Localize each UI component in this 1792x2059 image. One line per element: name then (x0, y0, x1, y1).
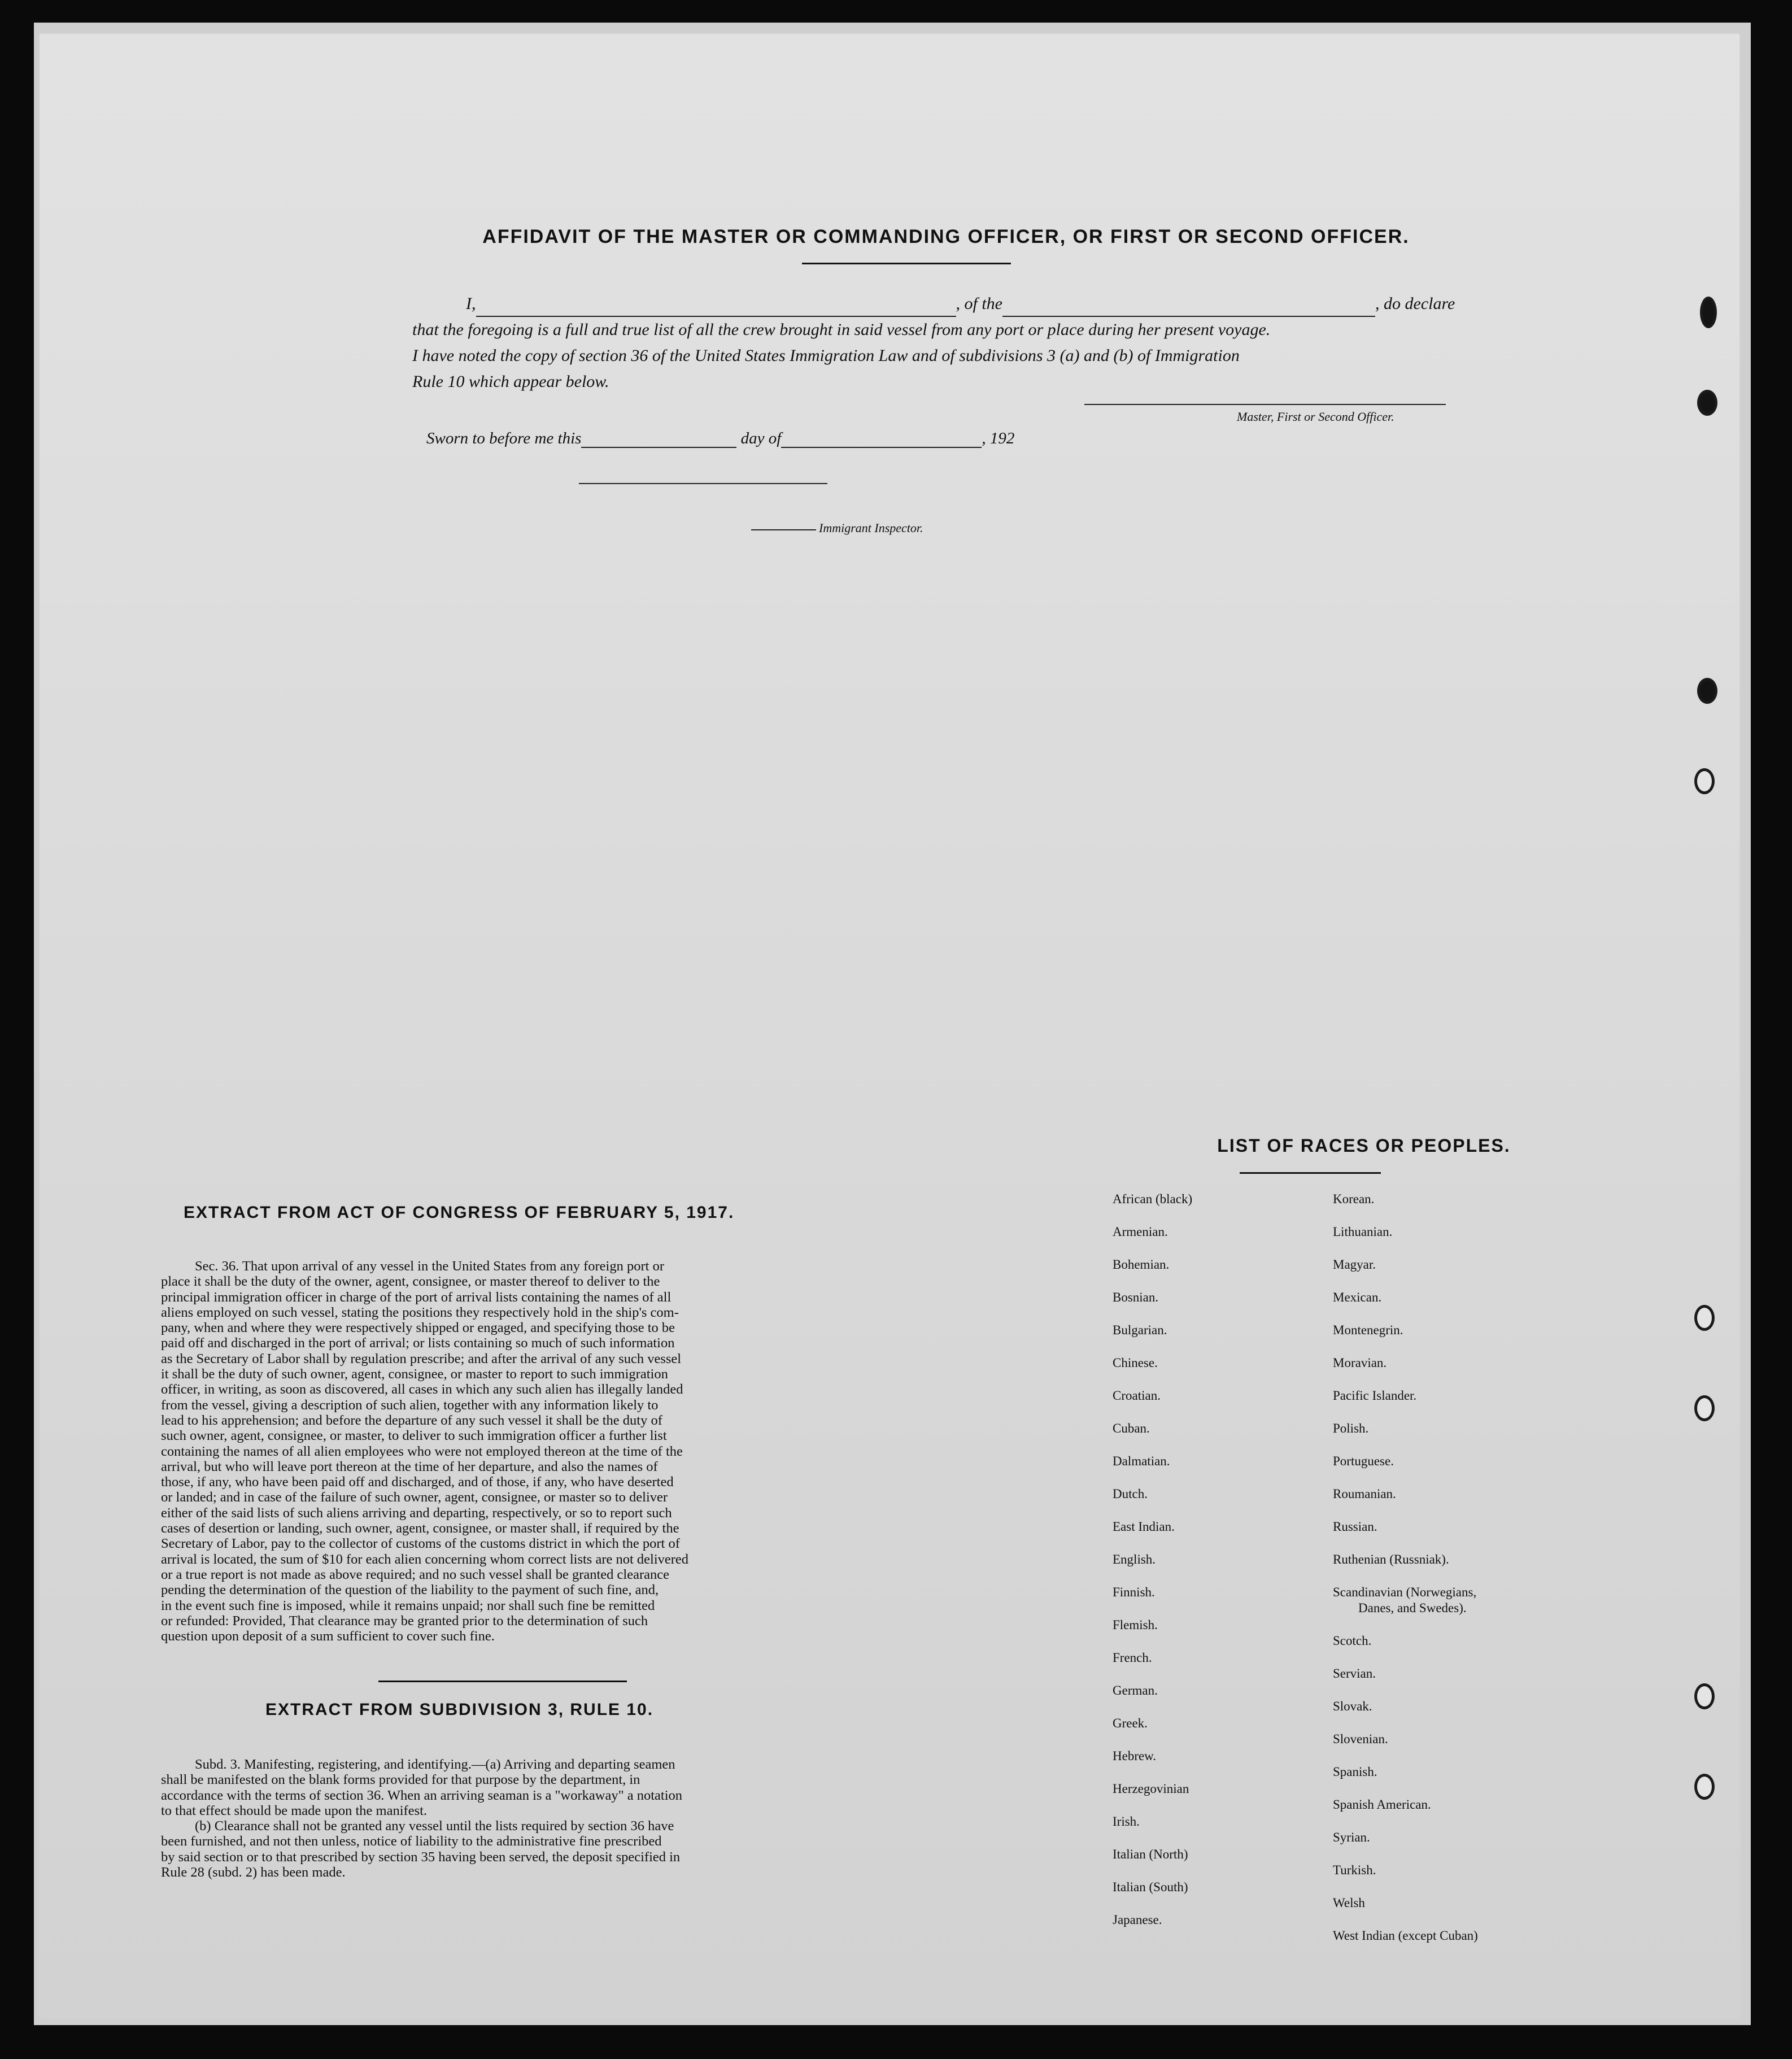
race-item: Hebrew. (1113, 1749, 1157, 1763)
race-item: Pacific Islander. (1333, 1388, 1417, 1403)
race-item: Croatian. (1113, 1388, 1161, 1403)
races-title: LIST OF RACES OR PEOPLES. (1217, 1135, 1511, 1156)
binder-hole (1694, 1683, 1715, 1709)
extract-act-text (161, 1259, 847, 1644)
extract-rule-line: by said section or to that prescribed by section 35 having been served, the deposit specified in (161, 1849, 681, 1865)
extract-act-line: aliens employed on such vessel, stating the positions they respectively hold in the ship's com- (161, 1304, 679, 1320)
extract-rule-line: to that effect should be made upon the manifest. (161, 1803, 428, 1818)
race-item: Scandinavian (Norwegians, (1333, 1585, 1477, 1599)
inspector-label: Immigrant Inspector. (819, 521, 923, 535)
race-item: Russian. (1333, 1520, 1377, 1534)
race-item: Montenegrin. (1333, 1323, 1403, 1337)
master-signature-field[interactable] (1084, 404, 1446, 405)
master-signature-label: Master, First or Second Officer. (1237, 410, 1394, 424)
extract-act-line: or landed; and in case of the failure of such owner, agent, consignee, or master so to deliver (161, 1490, 668, 1505)
race-item: Bulgarian. (1113, 1323, 1167, 1337)
extract-act-line: as the Secretary of Labor shall by regulation prescribe; and after the arrival of any such vessel (161, 1351, 682, 1366)
extract-act-line: arrival is located, the sum of $10 for each alien concerning whom correct lists are not delivered (161, 1551, 689, 1567)
extract-act-line: containing the names of all alien employees who were not employed thereon at the time of the (161, 1443, 683, 1459)
race-item: Spanish. (1333, 1765, 1377, 1779)
extract-act-line: Sec. 36. That upon arrival of any vessel in the United States from any foreign port or (195, 1259, 664, 1274)
extract-act-title: EXTRACT FROM ACT OF CONGRESS OF FEBRUARY 5, 1917. (184, 1203, 735, 1222)
race-item: Bosnian. (1113, 1290, 1159, 1304)
race-item: Slovak. (1333, 1699, 1372, 1713)
extract-act-line: those, if any, who have been paid off and discharged, and of those, if any, who have deserted (161, 1474, 674, 1490)
race-item: Portuguese. (1333, 1454, 1394, 1468)
extract-act-line: or refunded: Provided, That clearance may be granted prior to the determination of such (161, 1613, 648, 1629)
race-item: Welsh (1333, 1896, 1365, 1910)
race-item: Danes, and Swedes). (1358, 1601, 1467, 1615)
race-item: French. (1113, 1651, 1152, 1665)
binder-hole (1694, 1774, 1715, 1800)
race-item: West Indian (except Cuban) (1333, 1929, 1478, 1943)
affidavit-vessel-label: , of the (956, 294, 1002, 313)
race-item: Dutch. (1113, 1487, 1148, 1501)
race-item: Cuban. (1113, 1421, 1150, 1435)
race-item: Irish. (1113, 1814, 1140, 1829)
extract-act-line: place it shall be the duty of the owner, agent, consignee, or master thereof to deliver to the (161, 1274, 660, 1290)
binder-hole (1697, 390, 1717, 416)
extract-rule-line: been furnished, and not then unless, notice of liability to the administrative fine prescribed (161, 1834, 662, 1849)
race-item: Herzegovinian (1113, 1782, 1189, 1796)
sworn-label: Sworn to before me this (426, 429, 582, 447)
extract-act-line: officer, in writing, as soon as discovered, all cases in which any such alien has illegally landed (161, 1382, 683, 1398)
race-item: African (black) (1113, 1192, 1193, 1206)
affidavit-line-2: that the foregoing is a full and true list of all the crew brought in said vessel from any port or place during her present voyage. (412, 320, 1271, 339)
race-item: English. (1113, 1552, 1156, 1566)
race-item: Mexican. (1333, 1290, 1382, 1304)
race-item: German. (1113, 1683, 1158, 1697)
race-item: Lithuanian. (1333, 1225, 1393, 1239)
extract-rule-text (161, 1757, 847, 1880)
affidavit-line-3: I have noted the copy of section 36 of the United States Immigration Law and of subdivisions 3 (a) and (b) of Immigration (412, 346, 1240, 365)
extract-act-line: in the event such fine is imposed, while it remains unpaid; nor shall such fine be remitted (161, 1597, 655, 1613)
race-item: Scotch. (1333, 1634, 1372, 1648)
race-item: Armenian. (1113, 1225, 1168, 1239)
race-item: Roumanian. (1333, 1487, 1396, 1501)
extract-act-line: pany, when and where they were respectively shipped or engaged, and specifying those to be (161, 1320, 675, 1336)
extract-rule-line: (b) Clearance shall not be granted any vessel until the lists required by section 36 have (195, 1818, 674, 1834)
extract-rule-line: accordance with the terms of section 36. When an arriving seaman is a "workaway" a notation (161, 1787, 683, 1803)
race-item: Flemish. (1113, 1618, 1158, 1632)
binder-hole (1700, 297, 1717, 328)
extract-act-line: paid off and discharged in the port of arrival; or lists containing so much of such information (161, 1335, 675, 1351)
race-item: Ruthenian (Russniak). (1333, 1552, 1449, 1566)
race-item: Finnish. (1113, 1585, 1155, 1599)
race-item: Dalmatian. (1113, 1454, 1170, 1468)
race-item: Italian (North) (1113, 1847, 1188, 1861)
inspector-signature-field[interactable] (579, 483, 827, 484)
binder-hole (1697, 678, 1717, 704)
extract-act-line: it shall be the duty of such owner, agent, consignee, or master to report to such immigration (161, 1366, 668, 1382)
affidavit-line-4: Rule 10 which appear below. (412, 372, 609, 391)
binder-hole (1694, 1305, 1715, 1331)
race-item: Korean. (1333, 1192, 1375, 1206)
sworn-year-label: , 192 (982, 429, 1015, 447)
sworn-month-field[interactable] (781, 447, 982, 448)
race-item: Greek. (1113, 1716, 1148, 1730)
race-item: East Indian. (1113, 1520, 1175, 1534)
extract-act-line: arrival, but who will leave port thereon at the time of her departure, and also the names of (161, 1459, 658, 1474)
race-item: Servian. (1333, 1666, 1376, 1681)
race-item: Japanese. (1113, 1913, 1162, 1927)
affidavit-body (412, 291, 1474, 395)
manifest-page (40, 34, 1739, 2017)
affidavit-title: AFFIDAVIT OF THE MASTER OR COMMANDING OFFICER, OR FIRST OR SECOND OFFICER. (482, 226, 1410, 247)
extract-act-line: either of the said lists of such aliens arriving and departing, respectively, or so to report such (161, 1505, 672, 1521)
binder-hole (1694, 1395, 1715, 1421)
race-item: Turkish. (1333, 1863, 1376, 1877)
extract-act-line: cases of desertion or landing, such owner, agent, consignee, or master shall, if required by the (161, 1521, 679, 1536)
race-item: Chinese. (1113, 1356, 1158, 1370)
extract-act-line: question upon deposit of a sum sufficient to cover such fine. (161, 1629, 495, 1644)
race-item: Slovenian. (1333, 1732, 1388, 1746)
race-item: Italian (South) (1113, 1880, 1188, 1894)
races-title-rule (1240, 1172, 1381, 1174)
extract-rule-title: EXTRACT FROM SUBDIVISION 3, RULE 10. (265, 1700, 654, 1719)
extract-act-line: lead to his apprehension; and before the departure of any such vessel it shall be the duty of (161, 1412, 662, 1428)
extract-divider (378, 1681, 627, 1682)
extract-act-line: such owner, agent, consignee, or master, to deliver to such immigration officer a further list (161, 1428, 667, 1444)
race-item: Polish. (1333, 1421, 1369, 1435)
affidavit-title-rule (802, 263, 1011, 264)
extract-act-line: principal immigration officer in charge of the port of arrival lists containing the names of all (161, 1289, 672, 1305)
sworn-day-field[interactable] (581, 447, 736, 448)
extract-rule-line: Subd. 3. Manifesting, registering, and identifying.—(a) Arriving and departing seamen (195, 1757, 675, 1772)
binder-hole (1694, 768, 1715, 794)
extract-act-line: from the vessel, giving a description of such alien, together with any information likely to (161, 1397, 659, 1413)
extract-act-line: pending the determination of the question of the liability to the payment of such fine, and, (161, 1582, 659, 1598)
race-item: Magyar. (1333, 1257, 1376, 1272)
race-item: Spanish American. (1333, 1797, 1431, 1812)
race-item: Moravian. (1333, 1356, 1387, 1370)
race-item: Syrian. (1333, 1830, 1370, 1844)
extract-rule-line: shall be manifested on the blank forms provided for that purpose by the department, in (161, 1772, 640, 1788)
affidavit-declare-label: , do declare (1375, 294, 1455, 313)
sworn-line (426, 429, 1014, 448)
extract-act-line: or a true report is not made as above required; and no such vessel shall be granted clearance (161, 1566, 670, 1582)
affidavit-declarant-label: I, (466, 294, 476, 313)
race-item: Bohemian. (1113, 1257, 1170, 1272)
extract-rule-line: Rule 28 (subd. 2) has been made. (161, 1865, 346, 1880)
inspector-dash (751, 529, 816, 530)
extract-act-line: Secretary of Labor, pay to the collector of customs of the customs district in which the port of (161, 1536, 680, 1552)
sworn-month-label: day of (740, 429, 782, 447)
